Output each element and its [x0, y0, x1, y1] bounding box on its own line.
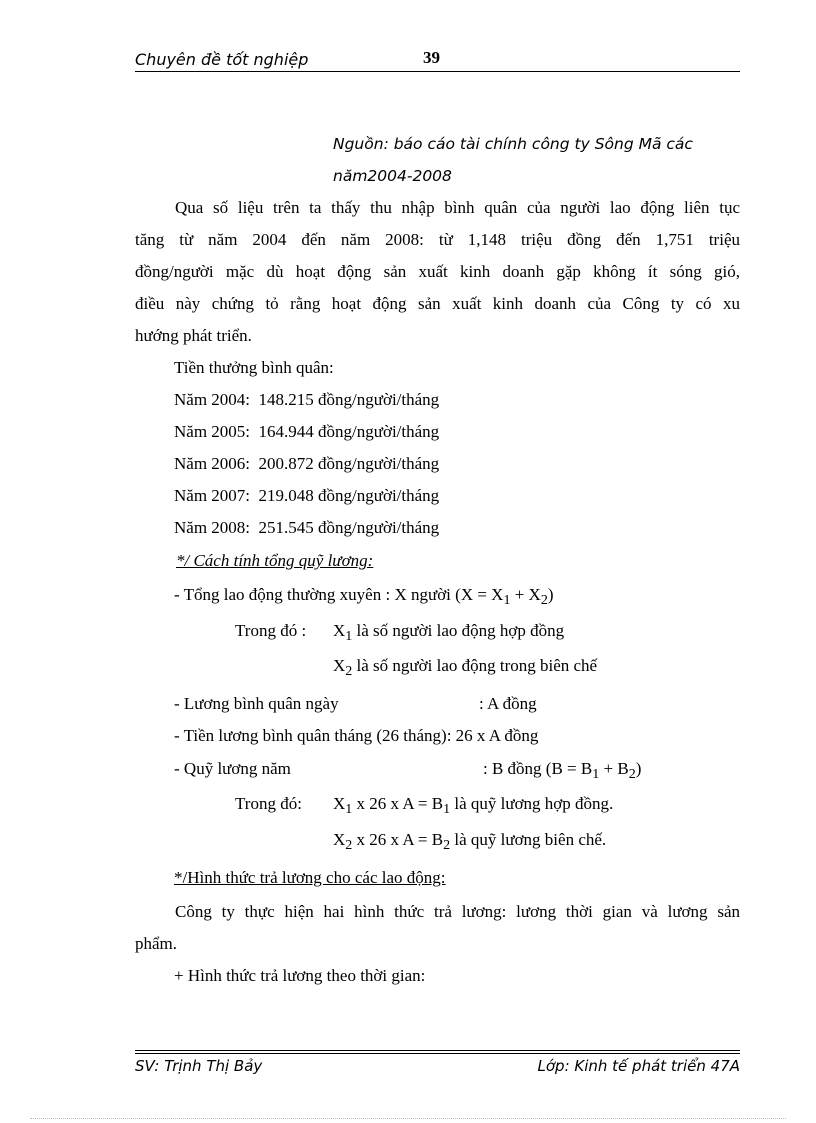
- bonus-value: 200.872 đồng/người/tháng: [258, 454, 440, 473]
- payment-line: + Hình thức trả lương theo thời gian:: [174, 966, 426, 985]
- x2-definition: $X_2$ là số người lao động trong biên chế: [333, 656, 598, 679]
- formula-contract: $X_1$ x 26 x $A = B_1$ là quỹ lương hợp đồng.: [333, 794, 614, 817]
- source-line-1: Nguồn: báo cáo tài chính công ty Sông Mã các: [333, 135, 693, 153]
- bonus-heading: Tiền thưởng bình quân:: [174, 358, 334, 377]
- bonus-value: 251.545 đồng/người/tháng: [258, 518, 440, 537]
- footer-rule: [135, 1050, 740, 1051]
- footer-class: Lớp: Kinh tế phát triển 47A: [537, 1057, 740, 1075]
- source-line-2: năm2004-2008: [333, 167, 452, 185]
- header-title: Chuyên đề tốt nghiệp: [135, 50, 309, 69]
- x1-definition: $X_1$ là số người lao động hợp đồng: [333, 621, 565, 644]
- bonus-row: [174, 390, 439, 410]
- page-header: [135, 46, 740, 72]
- fund-heading: */ Cách tính tổng quỹ lương:: [176, 551, 374, 570]
- bonus-year: Năm 2006:: [174, 454, 251, 473]
- page-edge-divider: [30, 1118, 786, 1119]
- fund-total-labor: - Tổng lao động thường xuyên : X người $(X = X_1 + X_2)$: [174, 585, 554, 608]
- paragraph1-line: tăng từ năm 2004 đến năm 2008: từ 1,148 triệu đồng đến 1,751 triệu: [135, 230, 740, 249]
- footer-rule: [135, 1053, 740, 1054]
- bonus-year: Năm 2008:: [174, 518, 251, 537]
- daily-wage-value: : A đồng: [479, 694, 537, 713]
- payment-line: phẩm.: [135, 934, 178, 953]
- payment-line: Công ty thực hiện hai hình thức trả lương: lương thời gian và lương sản: [175, 902, 740, 921]
- bonus-row: [174, 518, 439, 538]
- daily-wage-label: - Lương bình quân ngày: [174, 694, 339, 713]
- bonus-year: Năm 2004:: [174, 390, 251, 409]
- trong-do-label-2: Trong đó:: [235, 794, 302, 813]
- bonus-value: 164.944 đồng/người/tháng: [258, 422, 440, 441]
- trong-do-label: Trong đó :: [235, 621, 307, 640]
- header-rule: [135, 71, 740, 72]
- bonus-row: [174, 454, 439, 474]
- bonus-value: 219.048 đồng/người/tháng: [258, 486, 440, 505]
- paragraph1-line: hướng phát triển.: [135, 326, 252, 345]
- bonus-value: 148.215 đồng/người/tháng: [258, 390, 440, 409]
- bonus-row: [174, 486, 439, 506]
- bonus-year: Năm 2005:: [174, 422, 251, 441]
- footer-student: SV: Trịnh Thị Bảy: [135, 1057, 263, 1075]
- annual-fund-value: : B đồng $(B = B_1 + B_2)$: [483, 759, 642, 782]
- page-footer: [135, 1050, 740, 1080]
- paragraph1-line: đồng/người mặc dù hoạt động sản xuất kinh doanh gặp không ít sóng gió,: [135, 262, 740, 281]
- bonus-year: Năm 2007:: [174, 486, 251, 505]
- payment-heading: */Hình thức trả lương cho các lao động:: [174, 868, 446, 887]
- page-number: 39: [423, 48, 440, 67]
- formula-staff: $X_2$ x 26 x $A = B_2$ là quỹ lương biên chế.: [333, 830, 607, 853]
- bonus-row: [174, 422, 439, 442]
- monthly-wage: - Tiền lương bình quân tháng (26 tháng): 26 x A đồng: [174, 726, 539, 745]
- paragraph1-line: Qua số liệu trên ta thấy thu nhập bình quân của người lao động liên tục: [175, 198, 740, 217]
- paragraph1-line: điều này chứng tỏ rằng hoạt động sản xuất kinh doanh của Công ty có xu: [135, 294, 740, 313]
- annual-fund-label: - Quỹ lương năm: [174, 759, 291, 778]
